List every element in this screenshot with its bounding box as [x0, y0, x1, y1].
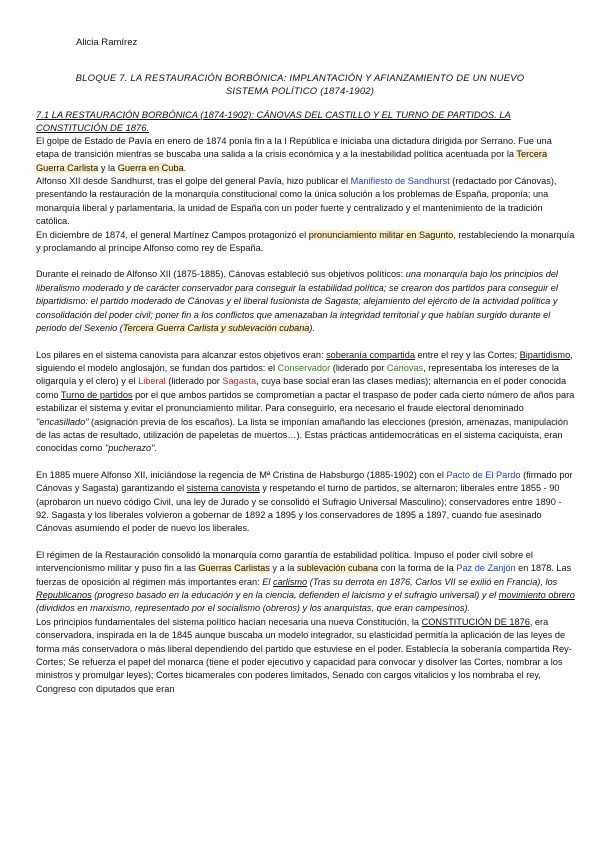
- italic-text: El: [262, 576, 273, 587]
- text: .: [183, 162, 187, 173]
- leader-sagasta: Sagasta: [222, 376, 257, 387]
- text: por el que ambos partidos se comprometían a pactar el traspaso de poder cada cierto número de años para estabilizar el sistema y evitar el pronunciamiento militar. Para conseguirlo, era necesario el fraude electoral denominado: [36, 389, 575, 414]
- text: , cuya base social eran las clases medias); alternancia en el poder conocida como: [36, 376, 567, 400]
- italic-text: (divididos en marxismo, representado por el socialismo (obreros) y los anarquistas, que eran campesinos).: [36, 603, 471, 614]
- text: El golpe de Estado de Pavía en enero de 1874 ponía fin a la I República e iniciaba una dictadura dirigida por Serrano. Fue una etapa de transición mientras se buscaba una salida a la crisis económica y a la inestabilidad política acentuada por la: [36, 135, 552, 160]
- underline-constitucion-1876: CONSTITUCIÓN DE 1876: [421, 616, 530, 627]
- paragraph-pavia-coup: [36, 135, 576, 175]
- text: En 1885 muere Alfonso XII, iniciándose la regencia de Mª Cristina de Habsburgo (1885-1902) con el: [36, 469, 447, 480]
- highlight-guerra-carlista-sublevacion: Tercera Guerra Carlista y sublevación cubana: [122, 323, 310, 334]
- paragraph-constitucion: [36, 616, 576, 696]
- text: entre el rey y las Cortes;: [414, 349, 520, 360]
- paragraph-regimen: [36, 549, 576, 616]
- document-body: [36, 108, 576, 696]
- spacer: [36, 456, 576, 469]
- text: , restableciendo la monarquía y proclamando al príncipe Alfonso como rey de España.: [36, 229, 575, 254]
- underline-soberania: soberanía compartida: [326, 349, 415, 360]
- spacer: [36, 536, 576, 549]
- spacer: [36, 336, 576, 349]
- text: Durante el reinado de Alfonso XII (1875-1885), Cánovas estableció sus objetivos políticos:: [36, 269, 406, 280]
- text: con la forma de la: [378, 563, 457, 574]
- text: en 1878. Las fuerzas de oposición al régimen más importantes eran:: [36, 563, 572, 587]
- author-name: Alicia Ramírez: [76, 37, 138, 48]
- text: (liderado por: [330, 362, 387, 373]
- spacer: [36, 255, 576, 268]
- highlight-guerra-cuba: Guerra en Cuba: [117, 162, 184, 173]
- italic-text: ).: [309, 323, 316, 334]
- paragraph-regencia: [36, 469, 576, 536]
- paragraph-canovas-objectives: [36, 268, 576, 335]
- term-pucherazo: "pucherazo": [104, 443, 155, 454]
- section-heading: 7.1 LA RESTAURACIÓN BORBÓNICA (1874-1902): CÁNOVAS DEL CASTILLO Y EL TURNO DE PARTIDOS. LA CONSTITUCIÓN DE 1876.: [36, 109, 511, 134]
- text: y la: [98, 162, 118, 173]
- link-pacto-el-pardo[interactable]: Pacto de El Pardo: [446, 469, 521, 480]
- underline-movimiento-obrero: movimiento obrero: [498, 590, 575, 600]
- text: , siguiendo el modelo anglosajón, se fundan dos partidos: el: [36, 349, 573, 373]
- italic-text: una monarquía bajo los principios del liberalismo moderado y de carácter conservador para conseguir la estabilidad política; se crearon dos partidos para conseguir el bipartidismo: el partido moderado de Cánovas y el liberal fusionista de Sagasta; alejamiento del ejército de la actividad política y consolidación del poder civil; poner fin a los conflictos que amenazaban la integridad territorial y que habían surgido durante el periodo del Sexenio (: [36, 269, 558, 334]
- text: Los pilares en el sistema canovista para alcanzar estos objetivos eran:: [36, 349, 327, 360]
- text: Alfonso XII desde Sandhurst, tras el golpe del general Pavía, hizo publicar el: [36, 176, 351, 187]
- text: .: [154, 443, 157, 454]
- italic-text: (progreso basado en la educación y en la ciencia, defienden el laicismo y el sufragio universal) y el: [91, 590, 499, 600]
- underline-turno-partidos: Turno de partidos: [60, 389, 133, 400]
- highlight-pronunciamiento-sagunto: pronunciamiento militar en Sagunto: [308, 229, 454, 240]
- text: El régimen de la Restauración consolidó la monarquía como garantía de estabilidad política. Impuso el poder civil sobre el intervencionismo militar y puso fin a las: [36, 549, 533, 574]
- highlight-tercera-guerra-carlista: Tercera Guerra Carlista: [36, 149, 548, 173]
- text: (liderado por: [165, 376, 223, 387]
- text: y a la: [269, 563, 297, 574]
- text: , representaba los intereses de la oligarquía y el clero) y el: [36, 362, 560, 387]
- highlight-guerras-carlistas: Guerras Carlistas: [198, 563, 270, 574]
- text: En diciembre de 1874, el general Martínez Campos protagonizó el: [36, 229, 309, 240]
- link-paz-zanjon[interactable]: Paz de Zanjón: [456, 563, 516, 574]
- highlight-sublevacion-cubana: sublevación cubana: [296, 563, 379, 574]
- text: (asignación previa de los escaños). La lista se imponían amañando las elecciones (presión, amenazas, manipulación de las actas de resultado, utilización de papeletas de muertos…). Estas prácticas antidemocráticas en el sistema caciquista, eran conocidas como: [36, 416, 569, 454]
- text: (firmado por Cánovas y Sagasta) garantizando el: [36, 469, 573, 494]
- text: (redactado por Cánovas), presentando la restauración de la monarquía constitucional como la única solución a los problemas de España, proponía; una monarquía liberal y parlamentaria, la unidad de España con un poder fuerte y centralizado y el mantenimiento de la tradición católica.: [36, 176, 557, 227]
- text: Los principios fundamentales del sistema político hacían necesaria una nueva Constitución, la: [36, 616, 422, 627]
- text: y respetando el turno de partidos, se alternaron; liberales entre 1855 - 90 (aprobaron un nuevo código Civil, una ley de Jurado y se consolidó el Sufragio Universal Masculino); conservadores entre 1890 - 92. Sagasta y los liberales volvieron a gobernar de 1892 a 1895 y los conservadores de 1895 a 1897, cuando fue asesinado Cánovas asumiendo el poder de nuevo los liberales.: [36, 483, 562, 534]
- party-liberal: Liberal: [138, 376, 166, 387]
- underline-carlismo: carlismo: [272, 576, 308, 587]
- underline-republicanos: Republicanos: [36, 590, 92, 600]
- paragraph-sandhurst: [36, 175, 576, 229]
- party-conservador: Conservador: [277, 362, 331, 373]
- underline-bipartidismo: Bipartidismo: [519, 349, 571, 360]
- italic-text: (Tras su derrota en 1876, Carlos VII se exilió en Francia), los: [307, 576, 558, 587]
- term-encasillado: "encasillado": [36, 416, 89, 427]
- link-manifiesto-sandhurst[interactable]: Manifiesto de Sandhurst: [350, 176, 450, 187]
- paragraph-sagunto: [36, 229, 576, 256]
- paragraph-pilares: [36, 349, 576, 456]
- document-title: BLOQUE 7. LA RESTAURACIÓN BORBÓNICA: IMPLANTACIÓN Y AFIANZAMIENTO DE UN NUEVO SISTEMA POLÍTICO (1874-1902): [75, 73, 525, 97]
- text: , era conservadora, inspirada en la de 1845 aunque buscaba un modelo integrador, su elasticidad permitía la aplicación de las leyes de forma más conservadora o más liberal dependiendo del partido que estuviese en el poder. Establecía la soberanía compartida Rey-Cortes; Se refuerza el papel del monarca (tiene el poder ejecutivo y capacidad para convocar y disolver las Cortes, nombrar a los ministros y promulgar leyes); Cortes bicamerales con poderes limitados, Senado con cargos vitalicios y los nombraba el rey, Congreso con diputados que eran: [36, 616, 572, 694]
- leader-canovas: Cánovas: [386, 362, 424, 373]
- underline-sistema-canovista: sistema canovista: [186, 483, 260, 494]
